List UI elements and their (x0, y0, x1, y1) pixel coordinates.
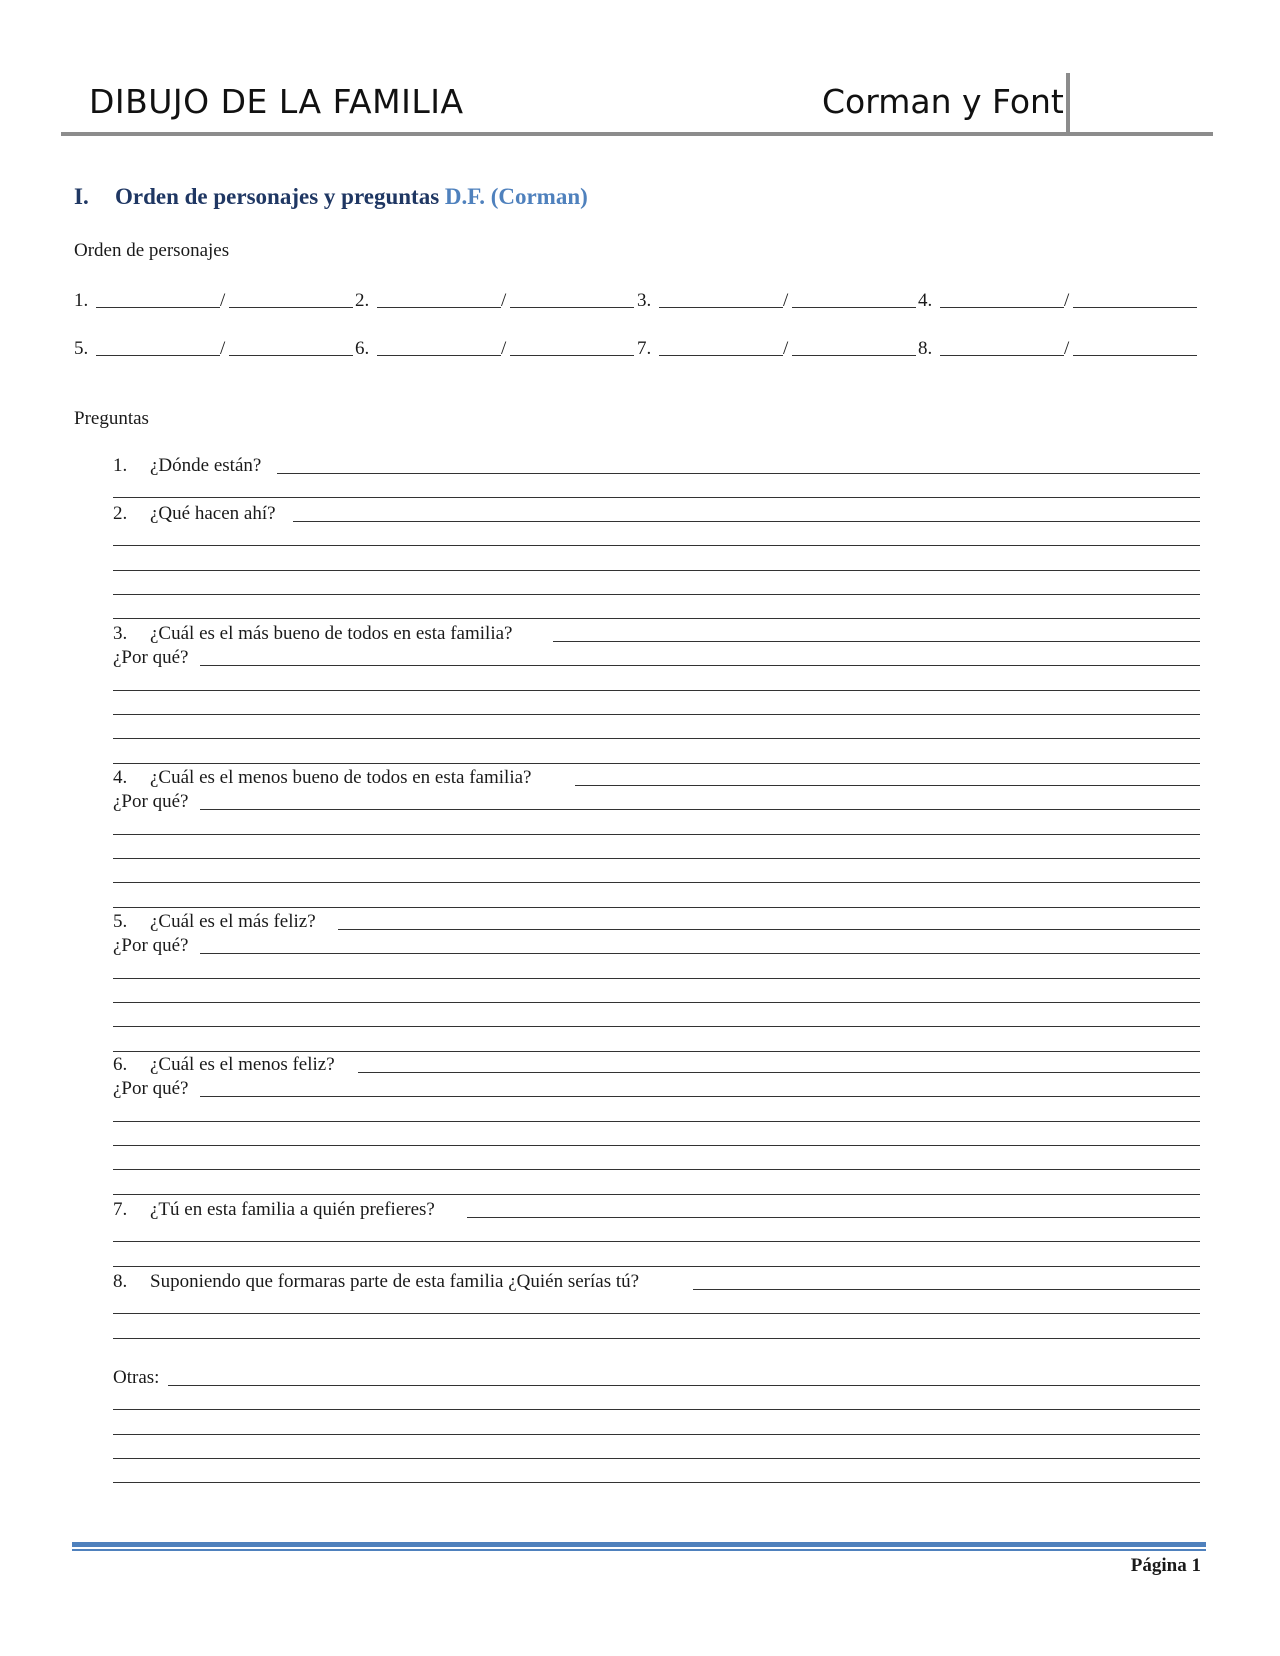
answer-line[interactable] (113, 907, 1200, 908)
orden-slot-number: 8. (918, 338, 933, 359)
question-text: ¿Cuál es el menos feliz? (150, 1054, 335, 1075)
por-que-line[interactable] (200, 953, 1200, 954)
orden-slot-number: 5. (74, 338, 89, 359)
answer-line[interactable] (113, 497, 1200, 498)
orden-slash: / (501, 290, 507, 311)
orden-slash: / (783, 338, 789, 359)
orden-slash: / (783, 290, 789, 311)
orden-slash: / (220, 290, 226, 311)
answer-line[interactable] (113, 690, 1200, 691)
answer-line[interactable] (113, 1145, 1200, 1146)
otras-line[interactable] (113, 1458, 1200, 1459)
question-number: 2. (113, 503, 128, 524)
orden-blank-b[interactable] (510, 307, 634, 308)
header-rule (61, 132, 1213, 136)
answer-line[interactable] (113, 763, 1200, 764)
section-title (74, 184, 588, 210)
orden-blank-b[interactable] (229, 355, 353, 356)
question-number: 1. (113, 455, 128, 476)
orden-blank-a[interactable] (940, 355, 1064, 356)
orden-slot-number: 6. (355, 338, 370, 359)
answer-line[interactable] (693, 1289, 1200, 1290)
orden-blank-b[interactable] (792, 307, 916, 308)
question-text: ¿Tú en esta familia a quién prefieres? (150, 1199, 435, 1220)
question-number: 7. (113, 1199, 128, 1220)
otras-line[interactable] (113, 1409, 1200, 1410)
question-text: ¿Cuál es el más feliz? (150, 911, 316, 932)
answer-line[interactable] (338, 929, 1200, 930)
otras-line[interactable] (168, 1385, 1200, 1386)
orden-slash: / (220, 338, 226, 359)
orden-slot-number: 1. (74, 290, 89, 311)
answer-line[interactable] (113, 1313, 1200, 1314)
orden-blank-a[interactable] (377, 307, 501, 308)
orden-blank-a[interactable] (96, 355, 220, 356)
answer-line[interactable] (113, 618, 1200, 619)
orden-slot-number: 4. (918, 290, 933, 311)
question-text: Suponiendo que formaras parte de esta familia ¿Quién serías tú? (150, 1271, 640, 1292)
question-text: ¿Cuál es el menos bueno de todos en esta familia? (150, 767, 532, 788)
answer-line[interactable] (113, 570, 1200, 571)
answer-line[interactable] (575, 785, 1200, 786)
header-vertical-rule (1066, 73, 1070, 133)
por-que-line[interactable] (200, 1096, 1200, 1097)
answer-line[interactable] (113, 1002, 1200, 1003)
orden-blank-b[interactable] (229, 307, 353, 308)
answer-line[interactable] (113, 882, 1200, 883)
footer-rule-thin (72, 1549, 1206, 1551)
section-accent: D.F. (Corman) (444, 184, 588, 209)
orden-blank-b[interactable] (792, 355, 916, 356)
section-heading: Orden de personajes y preguntas (115, 184, 440, 209)
por-que-label: ¿Por qué? (113, 791, 189, 813)
question-number: 8. (113, 1271, 128, 1292)
answer-line[interactable] (358, 1072, 1200, 1073)
answer-line[interactable] (113, 1338, 1200, 1339)
answer-line[interactable] (293, 521, 1200, 522)
orden-label: Orden de personajes (74, 240, 230, 261)
answer-line[interactable] (113, 1241, 1200, 1242)
orden-slash: / (1064, 290, 1070, 311)
orden-blank-b[interactable] (1073, 307, 1197, 308)
question-text: ¿Qué hacen ahí? (150, 503, 276, 524)
answer-line[interactable] (113, 1266, 1200, 1267)
question-number: 3. (113, 623, 128, 644)
answer-line[interactable] (113, 1169, 1200, 1170)
por-que-line[interactable] (200, 665, 1200, 666)
orden-slash: / (1064, 338, 1070, 359)
orden-blank-a[interactable] (659, 307, 783, 308)
answer-line[interactable] (467, 1217, 1200, 1218)
answer-line[interactable] (113, 1194, 1200, 1195)
por-que-line[interactable] (200, 809, 1200, 810)
footer-rule (72, 1542, 1206, 1547)
answer-line[interactable] (113, 858, 1200, 859)
answer-line[interactable] (113, 738, 1200, 739)
preguntas-label: Preguntas (74, 408, 149, 429)
orden-blank-a[interactable] (659, 355, 783, 356)
otras-label: Otras: (113, 1367, 160, 1388)
orden-blank-a[interactable] (96, 307, 220, 308)
document-author: Corman y Font (822, 82, 1064, 121)
question-number: 4. (113, 767, 128, 788)
answer-line[interactable] (113, 978, 1200, 979)
por-que-label: ¿Por qué? (113, 647, 189, 669)
answer-line[interactable] (113, 545, 1200, 546)
orden-blank-a[interactable] (377, 355, 501, 356)
answer-line[interactable] (277, 473, 1200, 474)
por-que-label: ¿Por qué? (113, 1078, 189, 1100)
page-number: Página 1 (1130, 1555, 1201, 1576)
document-title: DIBUJO DE LA FAMILIA (89, 82, 464, 121)
orden-slash: / (501, 338, 507, 359)
orden-blank-b[interactable] (1073, 355, 1197, 356)
question-number: 5. (113, 911, 128, 932)
orden-slot-number: 3. (637, 290, 652, 311)
answer-line[interactable] (553, 641, 1200, 642)
answer-line[interactable] (113, 594, 1200, 595)
answer-line[interactable] (113, 1051, 1200, 1052)
orden-slot-number: 2. (355, 290, 370, 311)
otras-line[interactable] (113, 1482, 1200, 1483)
question-number: 6. (113, 1054, 128, 1075)
answer-line[interactable] (113, 1121, 1200, 1122)
section-number: I. (74, 184, 89, 209)
orden-blank-b[interactable] (510, 355, 634, 356)
otras-line[interactable] (113, 1434, 1200, 1435)
por-que-label: ¿Por qué? (113, 935, 189, 957)
orden-slot-number: 7. (637, 338, 652, 359)
question-text: ¿Dónde están? (150, 455, 262, 476)
answer-line[interactable] (113, 714, 1200, 715)
question-text: ¿Cuál es el más bueno de todos en esta familia? (150, 623, 513, 644)
orden-blank-a[interactable] (940, 307, 1064, 308)
answer-line[interactable] (113, 1026, 1200, 1027)
answer-line[interactable] (113, 834, 1200, 835)
